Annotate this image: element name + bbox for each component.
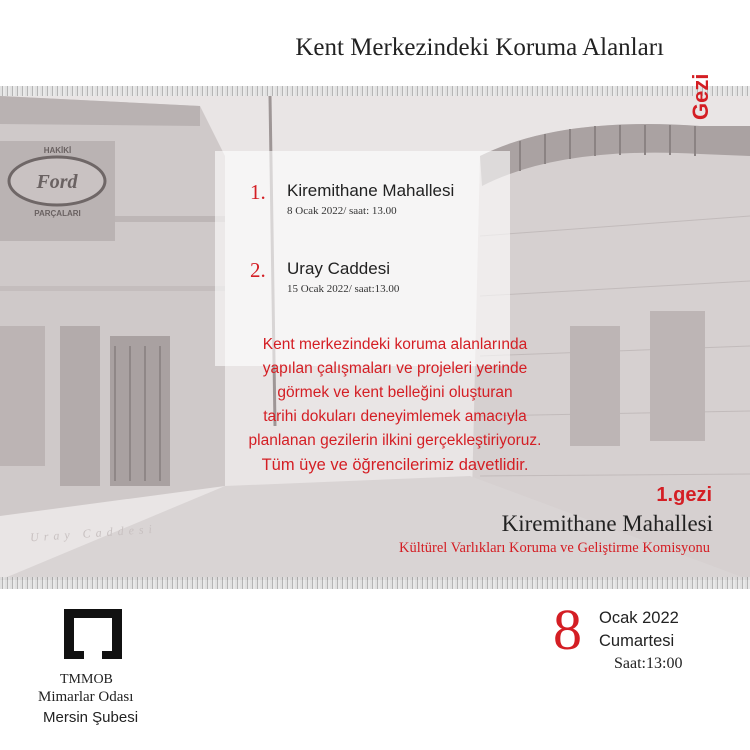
tmmob-logo-icon <box>58 605 128 665</box>
item-number: 1. <box>250 180 266 204</box>
item-date-time: 15 Ocak 2022/ saat:13.00 <box>287 283 400 295</box>
street-writing: Uray Caddesi <box>29 521 158 545</box>
description-line: Kent merkezindeki koruma alanlarında <box>262 336 528 353</box>
org-name-line2: Mimarlar Odası <box>38 689 134 705</box>
sign-brand-text: Ford <box>36 171 78 193</box>
sign-top-text: HAKİKİ <box>43 146 72 155</box>
gezi-tag <box>688 74 714 120</box>
item-date-time: 8 Ocak 2022/ saat: 13.00 <box>287 205 397 217</box>
description-line: planlanan gezilerin ilkini gerçekleştiriyoruz. <box>248 432 542 449</box>
item-name: Uray Caddesi <box>287 259 390 278</box>
item-number: 2. <box>250 258 266 282</box>
commission-name: Kültürel Varlıkları Koruma ve Geliştirme Komisyonu <box>398 540 710 556</box>
item-name: Kiremithane Mahallesi <box>287 181 455 200</box>
sign-bottom-text: PARÇALARI <box>34 209 81 218</box>
description-line: görmek ve kent belleğini oluşturan <box>277 384 513 401</box>
org-name-line1: TMMOB <box>60 672 113 687</box>
bottom-divider-band <box>0 577 750 589</box>
event-time: Saat:13:00 <box>614 655 683 672</box>
event-day-number: 8 <box>553 597 582 662</box>
event-month-year: Ocak 2022 <box>599 609 679 627</box>
page-title: Kent Merkezindeki Koruma Alanları <box>295 34 664 61</box>
invitation-line: Tüm üye ve öğrencilerimiz davetlidir. <box>261 456 529 474</box>
description-line: yapılan çalışmaları ve projeleri yerinde <box>262 360 528 377</box>
first-trip-label: 1.gezi <box>656 484 712 506</box>
event-weekday: Cumartesi <box>599 632 675 650</box>
first-trip-place: Kiremithane Mahallesi <box>501 511 713 536</box>
description-line: tarihi dokuları deneyimlemek amacıyla <box>263 408 527 425</box>
description-text <box>205 333 585 477</box>
gezi-tag-label: Gezi <box>688 73 713 120</box>
org-name-line3: Mersin Şubesi <box>43 709 139 726</box>
